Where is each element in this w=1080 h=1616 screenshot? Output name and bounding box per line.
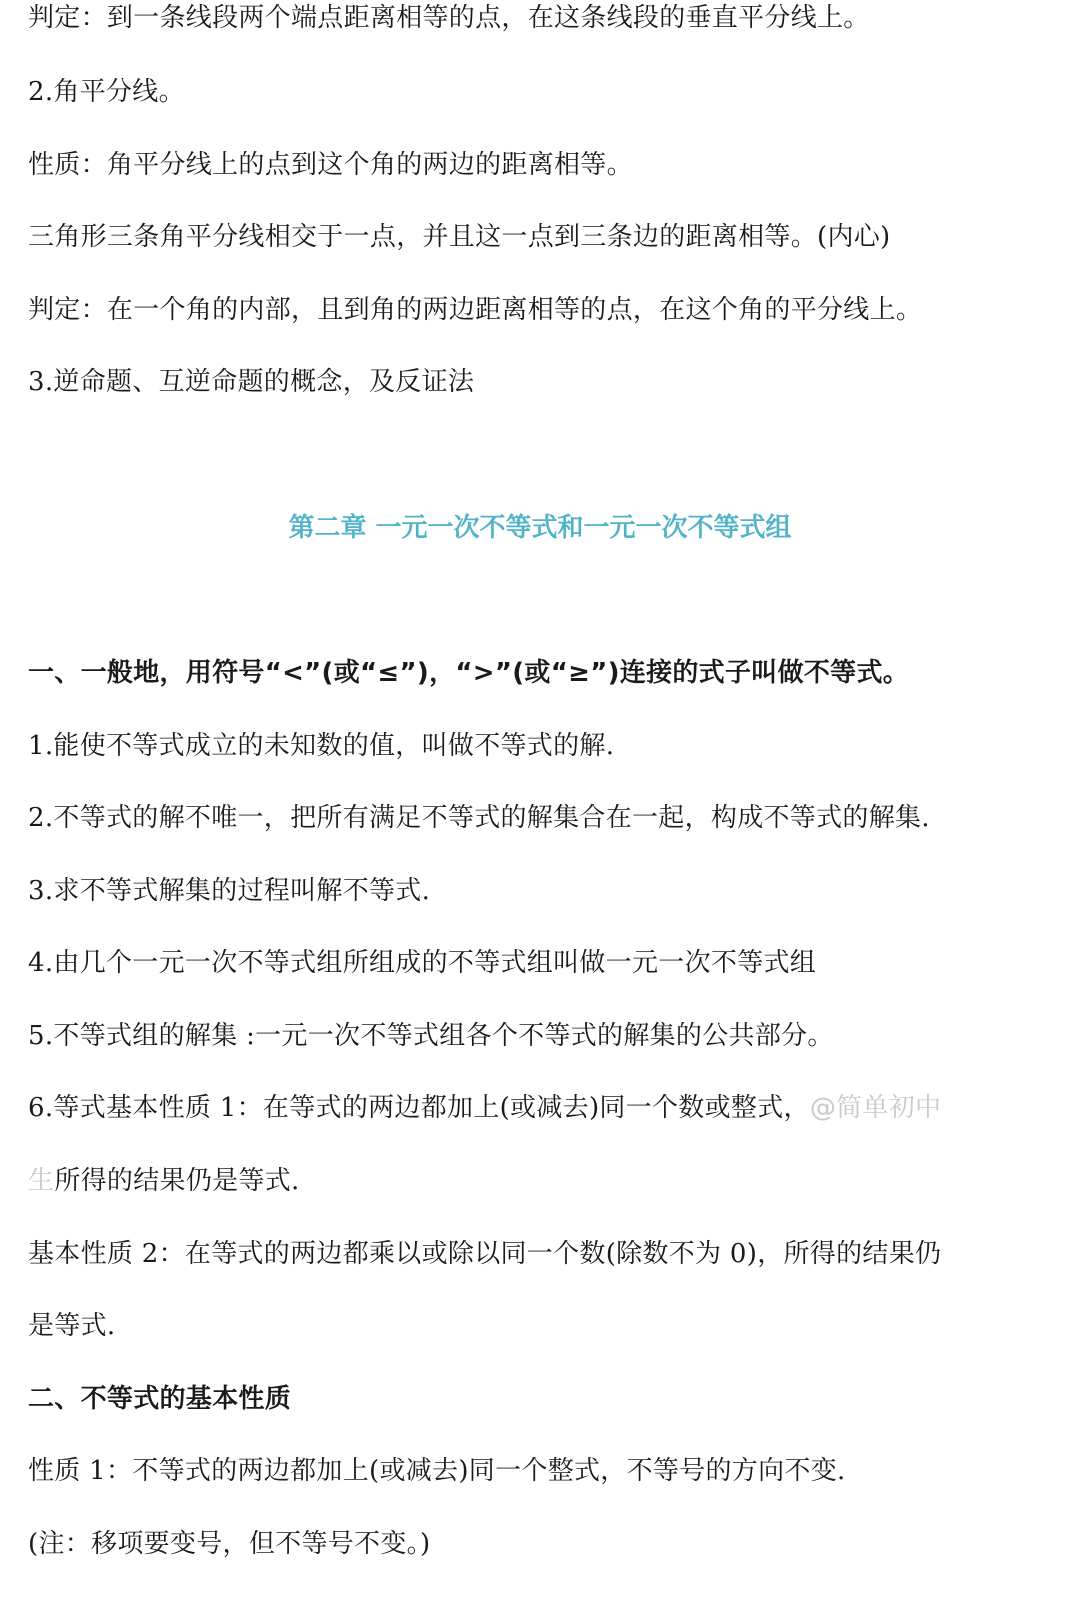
section2-property-1: 性质 1：不等式的两边都加上(或减去)同一个整式，不等号的方向不变. [28,1456,846,1486]
section1-item-6-line1 [28,1090,1040,1126]
chapter-title: 第二章 一元一次不等式和一元一次不等式组 [288,513,792,543]
section2-heading: 二、不等式的基本性质 [28,1384,292,1414]
section2-note: (注：移项要变号，但不等号不变。) [28,1529,431,1559]
text-line-incenter: 三角形三条角平分线相交于一点，并且这一点到三条边的距离相等。(内心) [28,222,891,252]
section1-item-7-line1: 基本性质 2：在等式的两边都乘以或除以同一个数(除数不为 0)，所得的结果仍 [28,1239,942,1269]
section1-heading: 一、一般地，用符号“<”(或“≤”)，“>”(或“≥”)连接的式子叫做不等式。 [28,658,910,688]
section1-item-7-line2: 是等式. [28,1311,116,1341]
text-line-judgement-perpendicular-bisector: 判定：到一条线段两个端点距离相等的点，在这条线段的垂直平分线上。 [28,3,870,33]
section1-item-2: 2.不等式的解不唯一，把所有满足不等式的解集合在一起，构成不等式的解集. [28,803,930,833]
watermark-part2: 生 [28,1166,55,1196]
text-line-angle-bisector-judgement: 判定：在一个角的内部，且到角的两边距离相等的点，在这个角的平分线上。 [28,295,923,325]
section1-item-3: 3.求不等式解集的过程叫解不等式. [28,876,431,906]
section1-item-6-line2 [28,1163,1040,1199]
text-line-converse-proposition: 3.逆命题、互逆命题的概念，及反证法 [28,367,475,397]
watermark-part1: @简单初中 [809,1093,942,1123]
section1-item-1: 1.能使不等式成立的未知数的值，叫做不等式的解. [28,731,615,761]
section1-item-5: 5.不等式组的解集 :一元一次不等式组各个不等式的解集的公共部分。 [28,1021,834,1051]
item-6-text-part2: 所得的结果仍是等式. [54,1166,300,1196]
item-6-text-part1: 6.等式基本性质 1：在等式的两边都加上(或减去)同一个数或整式， [28,1093,810,1123]
section1-item-4: 4.由几个一元一次不等式组所组成的不等式组叫做一元一次不等式组 [28,948,817,978]
text-line-angle-bisector-title: 2.角平分线。 [28,77,185,107]
text-line-angle-bisector-property: 性质：角平分线上的点到这个角的两边的距离相等。 [28,150,633,180]
